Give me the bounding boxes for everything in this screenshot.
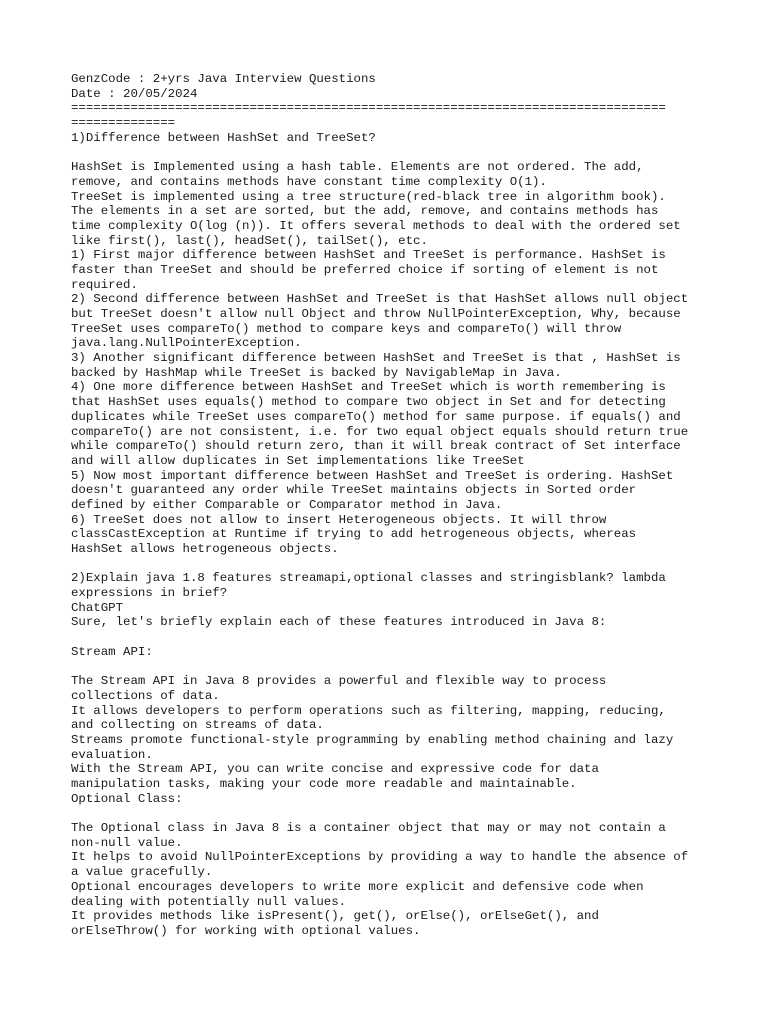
document-line: duplicates while TreeSet uses compareTo() method for same purpose. if equals() and: [71, 409, 681, 424]
document-line: ChatGPT: [71, 600, 124, 615]
document-line: remove, and contains methods have constant time complexity O(1).: [71, 174, 547, 189]
document-line: classCastException at Runtime if trying to add hetrogeneous objects, whereas: [71, 527, 637, 542]
document-line: and collecting on streams of data.: [71, 718, 324, 733]
document-line: expressions in brief?: [71, 586, 228, 601]
document-line: 2)Explain java 1.8 features streamapi,optional classes and stringisblank? lambda: [71, 571, 666, 586]
document-line: manipulation tasks, making your code more readable and maintainable.: [71, 777, 577, 791]
document-line: [71, 630, 701, 645]
document-line: ==============: [71, 116, 176, 131]
document-line: HashSet is Implemented using a hash table. Elements are not ordered. The add,: [71, 160, 644, 175]
document-line: like first(), last(), headSet(), tailSet(), etc.: [71, 233, 428, 248]
document-line: With the Stream API, you can write concise and expressive code for data: [71, 762, 599, 777]
document-line: backed by HashMap while TreeSet is backed by NavigableMap in Java.: [71, 365, 562, 380]
document-line: compareTo() are not consistent, i.e. for two equal object equals should return true: [71, 424, 689, 439]
document-line: 4) One more difference between HashSet and TreeSet which is worth remembering is: [71, 380, 666, 395]
document-page: [71, 72, 701, 939]
document-line: Optional encourages developers to write more explicit and defensive code when: [71, 879, 644, 894]
document-line: HashSet allows hetrogeneous objects.: [71, 542, 339, 556]
document-line: The Optional class in Java 8 is a container object that may or may not contain a: [71, 821, 666, 836]
document-line: The Stream API in Java 8 provides a powerful and flexible way to process: [71, 674, 607, 689]
document-line: TreeSet is implemented using a tree structure(red-black tree in algorithm book).: [71, 189, 666, 204]
document-line: Date : 20/05/2024: [71, 86, 198, 101]
document-line: faster than TreeSet and should be preferred choice if sorting of element is not: [71, 262, 659, 277]
document-line: 3) Another significant difference between HashSet and TreeSet is that , HashSet is: [71, 351, 681, 366]
document-line: orElseThrow() for working with optional values.: [71, 923, 421, 938]
document-line: 6) TreeSet does not allow to insert Heterogeneous objects. It will throw: [71, 512, 607, 527]
document-line: time complexity O(log (n)). It offers several methods to deal with the ordered set: [71, 218, 681, 233]
document-line: while compareTo() should return zero, than it will break contract of Set interface: [71, 439, 681, 454]
document-line: evaluation.: [71, 747, 153, 762]
document-line: ================================================================================: [71, 101, 666, 116]
document-line: that HashSet uses equals() method to compare two object in Set and for detecting: [71, 395, 666, 410]
document-line: The elements in a set are sorted, but the add, remove, and contains methods has: [71, 204, 659, 219]
document-line: non-null value.: [71, 835, 183, 850]
document-line: TreeSet uses compareTo() method to compare keys and compareTo() will throw: [71, 321, 622, 336]
document-line: It allows developers to perform operations such as filtering, mapping, reducing,: [71, 703, 666, 718]
document-line: [71, 557, 701, 572]
document-line: required.: [71, 277, 138, 292]
document-line: doesn't guaranteed any order while TreeSet maintains objects in Sorted order: [71, 483, 637, 498]
document-line: [71, 660, 701, 675]
document-line: 2) Second difference between HashSet and TreeSet is that HashSet allows null object: [71, 292, 689, 307]
document-line: [71, 145, 701, 160]
document-line: but TreeSet doesn't allow null Object and throw NullPointerException, Why, because: [71, 307, 681, 321]
document-line: 1) First major difference between HashSet and TreeSet is performance. HashSet is: [71, 248, 666, 263]
document-line: and will allow duplicates in Set implementations like TreeSet: [71, 453, 525, 468]
document-line: Stream API:: [71, 644, 153, 659]
document-line: collections of data.: [71, 688, 220, 703]
document-line: Sure, let's briefly explain each of these features introduced in Java 8:: [71, 615, 607, 630]
document-line: java.lang.NullPointerException.: [71, 336, 302, 351]
document-line: It provides methods like isPresent(), get(), orElse(), orElseGet(), and: [71, 909, 599, 924]
document-line: GenzCode : 2+yrs Java Interview Questions: [71, 72, 376, 86]
document-line: 5) Now most important difference between HashSet and TreeSet is ordering. HashSet: [71, 468, 674, 483]
document-line: a value gracefully.: [71, 865, 213, 880]
document-line: Optional Class:: [71, 791, 183, 806]
document-line: defined by either Comparable or Comparator method in Java.: [71, 497, 503, 512]
document-line: dealing with potentially null values.: [71, 894, 347, 909]
document-line: It helps to avoid NullPointerExceptions by providing a way to handle the absence of: [71, 850, 689, 865]
document-line: 1)Difference between HashSet and TreeSet?: [71, 130, 376, 145]
document-line: Streams promote functional-style programming by enabling method chaining and lazy: [71, 732, 674, 747]
document-line: [71, 806, 701, 821]
